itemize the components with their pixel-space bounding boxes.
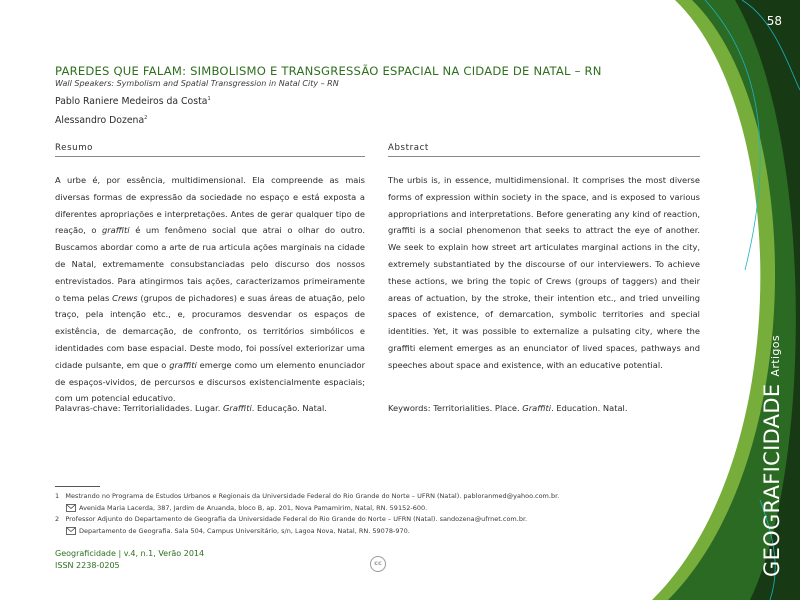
resumo-heading: Resumo [55,143,94,153]
envelope-icon [66,527,76,535]
author-1 [55,96,211,107]
brand-name: GEOGRAFICIDADE [760,383,784,577]
abstract-divider [388,156,700,157]
journal-citation: Geograficidade | v.4, n.1, Verão 2014 [55,549,205,558]
abstract-keywords [388,403,628,413]
journal-issn: ISSN 2238-0205 [55,561,120,570]
page-number: 58 [766,14,782,28]
article-subtitle: Wall Speakers: Symbolism and Spatial Transgression in Natal City – RN [55,79,339,88]
author-footnote-ref[interactable]: 1 [207,96,211,102]
keywords-text: Keywords: Territorialities. Place. [388,403,523,413]
keywords-text: . Educação. Natal. [251,403,327,413]
footnote-1-address [66,503,427,513]
resumo-text: (grupos de pichadores) e suas áreas de atuação, pelo traço, pela intenção etc., e, procuramos desvendar os espaços de existência, de demarcação, de confronto, os territórios simbólicos e identidades com base espacial. Deste modo, foi possível exteriorizar uma cidade pulsante, em que o [55,292,365,370]
resumo-italic: graffiti [102,225,130,236]
resumo-body [55,172,365,407]
resumo-text: é um fenômeno social que atrai o olhar do outro. Buscamos abordar como a arte de rua articula ações marginais na cidade de Natal, extremamente consubstanciadas pelo discurso dos nossos entrevistados. Para atingirmos tais ações, caracterizamos primeiramente o tema pelas [55,225,365,303]
resumo-divider [55,156,365,157]
resumo-paragraph [55,172,365,407]
keywords-text: . Education. Natal. [551,403,628,413]
footnote-1 [55,491,559,501]
footnote-number: 1 [55,492,60,500]
resumo-text: emerge como um elemento enunciador de espaços-vividos, de percursos e discursos existencialmente espaciais; com um potencial educativo. [55,359,365,404]
footnote-2-address [66,526,410,536]
article-title: PAREDES QUE FALAM: SIMBOLISMO E TRANSGRESSÃO ESPACIAL NA CIDADE DE NATAL – RN [55,64,602,78]
author-footnote-ref[interactable]: 2 [144,115,148,121]
footnote-address-text: Avenida Maria Lacerda, 387, Jardim de Aruanda, bloco B, ap. 201, Nova Pamamirim, Natal, RN. 59152-600. [79,504,428,512]
author-2 [55,115,147,126]
section-label: Artigos [769,334,782,377]
creative-commons-icon[interactable]: cc [370,556,386,572]
keywords-italic: Graffiti [223,403,252,413]
resumo-italic: Crews [112,292,138,303]
abstract-heading: Abstract [388,143,429,153]
author-name: Pablo Raniere Medeiros da Costa [55,96,208,108]
resumo-italic: graffiti [169,359,197,370]
abstract-body [388,172,700,374]
footnote-text: Mestrando no Programa de Estudos Urbanos e Regionais da Universidade Federal do Rio Grande do Norte – UFRN (Natal). pabloranmed@yahoo.com.br. [65,492,560,500]
envelope-icon [66,504,76,512]
author-name: Alessandro Dozena [55,115,145,127]
footnote-divider [55,486,100,487]
footnote-2 [55,514,527,524]
abstract-paragraph: The urbis is, in essence, multidimensional. It comprises the most diverse forms of expression within society in the space, and is exposed to various appropriations and interpretations. Before generating any kind of reaction, graffiti is a social phenomenon that seeks to attract the eye of another. We seek to explain how street art articulates marginal actions in the city, extremely substantiated by the discourse of our interviewers. To achieve these actions, we bring the topic of Crews (groups of taggers) and their areas of actuation, by the stroke, their intention etc., and tried unveiling spaces of existence, of demarcation, symbolic territories and special identities. Yet, it was possible to externalize a pulsating city, where the graffiti element emerges as an enunciator of lived spaces, pathways and speeches about space and existence, with an educative potential. [388,175,700,370]
journal-brand-vertical [760,335,784,577]
resumo-keywords [55,403,327,413]
keywords-italic: Graffiti [522,403,552,413]
footnote-text: Professor Adjunto do Departamento de Geografia da Universidade Federal do Rio Grande do Norte – UFRN (Natal). sandozena@ufrnet.com.br. [65,515,528,523]
footnote-address-text: Departamento de Geografia. Sala 504, Campus Universitário, s/n, Lagoa Nova, Natal, RN. 59078-970. [79,527,410,535]
resumo-text: A urbe é, por essência, multidimensional. Ela compreende as mais diversas formas de expressão da sociedade no espaço e está exposta a diferentes apropriações e interpretações. Antes de gerar qualquer tipo de reação, o [55,175,365,236]
footnote-number: 2 [55,515,60,523]
keywords-text: Palavras-chave: Territorialidades. Lugar. [55,403,223,413]
